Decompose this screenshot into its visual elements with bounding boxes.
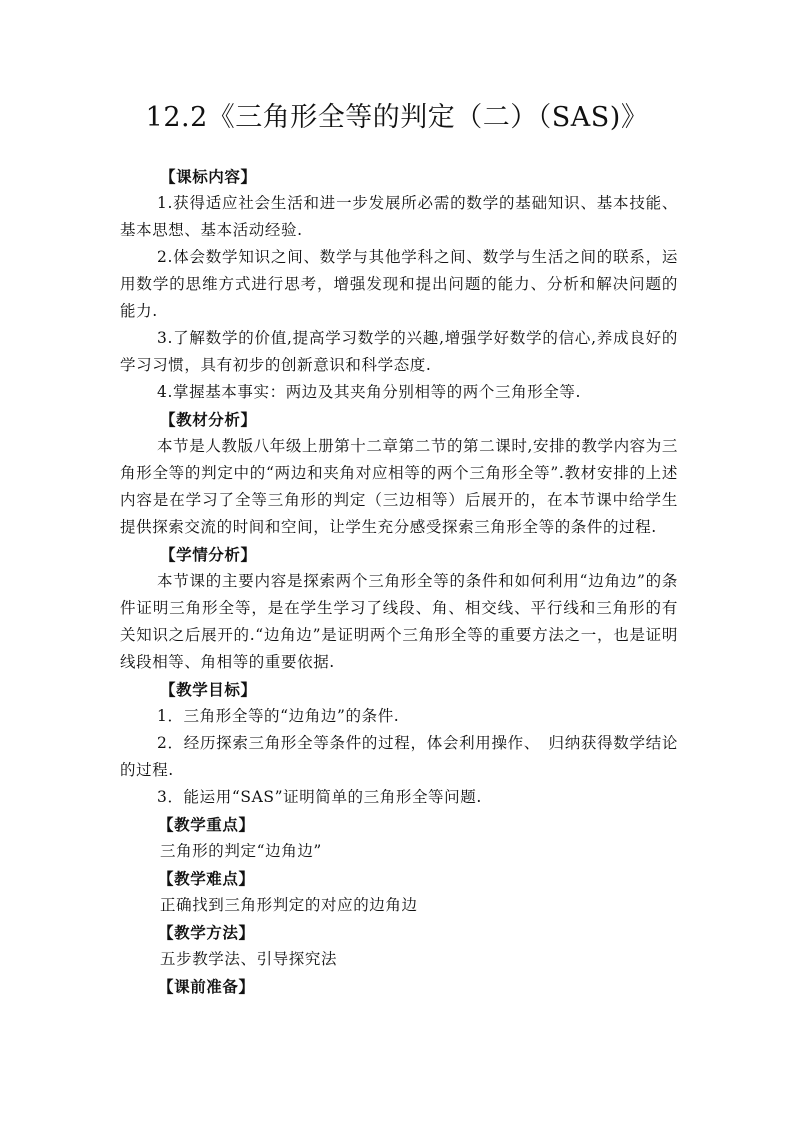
section-heading-difficulties: 【教学难点】 — [158, 869, 255, 888]
curriculum-item-1: 1.获得适应社会生活和进一步发展所必需的数学的基础知识、基本技能、基本思想、基本活动经验. — [120, 194, 678, 239]
curriculum-item-3: 3.了解数学的价值,提高学习数学的兴趣,增强学好数学的信心,养成良好的学习习惯，具有初步的创新意识和科学态度. — [120, 329, 678, 374]
section-preparation — [120, 973, 678, 1000]
section-heading-goals: 【教学目标】 — [160, 680, 257, 699]
section-students — [120, 541, 678, 676]
curriculum-item-4: 4.掌握基本事实：两边及其夹角分别相等的两个三角形全等. — [157, 383, 582, 401]
curriculum-item-2: 2.体会数学知识之间、数学与其他学科之间、数学与生活之间的联系，运用数学的思维方式进行思考，增强发现和提出问题的能力、分析和解决问题的能力. — [120, 248, 678, 320]
section-key-points — [120, 811, 678, 865]
section-heading-students: 【学情分析】 — [160, 545, 257, 564]
section-heading-curriculum: 【课标内容】 — [160, 167, 257, 186]
document-title: 12.2《三角形全等的判定（二）（SAS)》 — [145, 102, 649, 133]
goal-item-2: 2．经历探索三角形全等条件的过程，体会利用操作、 归纳获得数学结论的过程. — [120, 734, 678, 779]
difficulties-text: 正确找到三角形判定的对应的边角边 — [160, 896, 418, 914]
goal-item-1: 1．三角形全等的“边角边”的条件. — [157, 707, 400, 725]
textbook-analysis-text: 本节是人教版八年级上册第十二章第二节的第二课时,安排的教学内容为三角形全等的判定中的“两边和夹角对应相等的两个三角形全等”.教材安排的上述内容是在学习了全等三角形的判定（三边相等）后展开的，在本节课中给学生提供探索交流的时间和空间，让学生充分感受探索三角形全等的条件的过程. — [120, 437, 678, 536]
document-body — [120, 163, 678, 1000]
section-heading-methods: 【教学方法】 — [158, 923, 255, 942]
section-heading-preparation: 【课前准备】 — [158, 977, 255, 996]
section-difficulties — [120, 865, 678, 919]
methods-text: 五步教学法、引导探究法 — [160, 950, 338, 968]
section-goals — [120, 676, 678, 811]
section-textbook — [120, 406, 678, 541]
key-points-text: 三角形的判定“边角边” — [160, 842, 322, 860]
section-heading-key-points: 【教学重点】 — [158, 815, 255, 834]
students-analysis-text: 本节课的主要内容是探索两个三角形全等的条件和如何利用“边角边”的条件证明三角形全等，是在学生学习了线段、角、相交线、平行线和三角形的有关知识之后展开的.“边角边”是证明两个三角形全等的重要方法之一，也是证明线段相等、角相等的重要依据. — [120, 572, 678, 671]
section-heading-textbook: 【教材分析】 — [160, 410, 257, 429]
section-methods — [120, 919, 678, 973]
section-curriculum — [120, 163, 678, 406]
goal-item-3: 3．能运用“SAS”证明简单的三角形全等问题. — [157, 788, 482, 806]
